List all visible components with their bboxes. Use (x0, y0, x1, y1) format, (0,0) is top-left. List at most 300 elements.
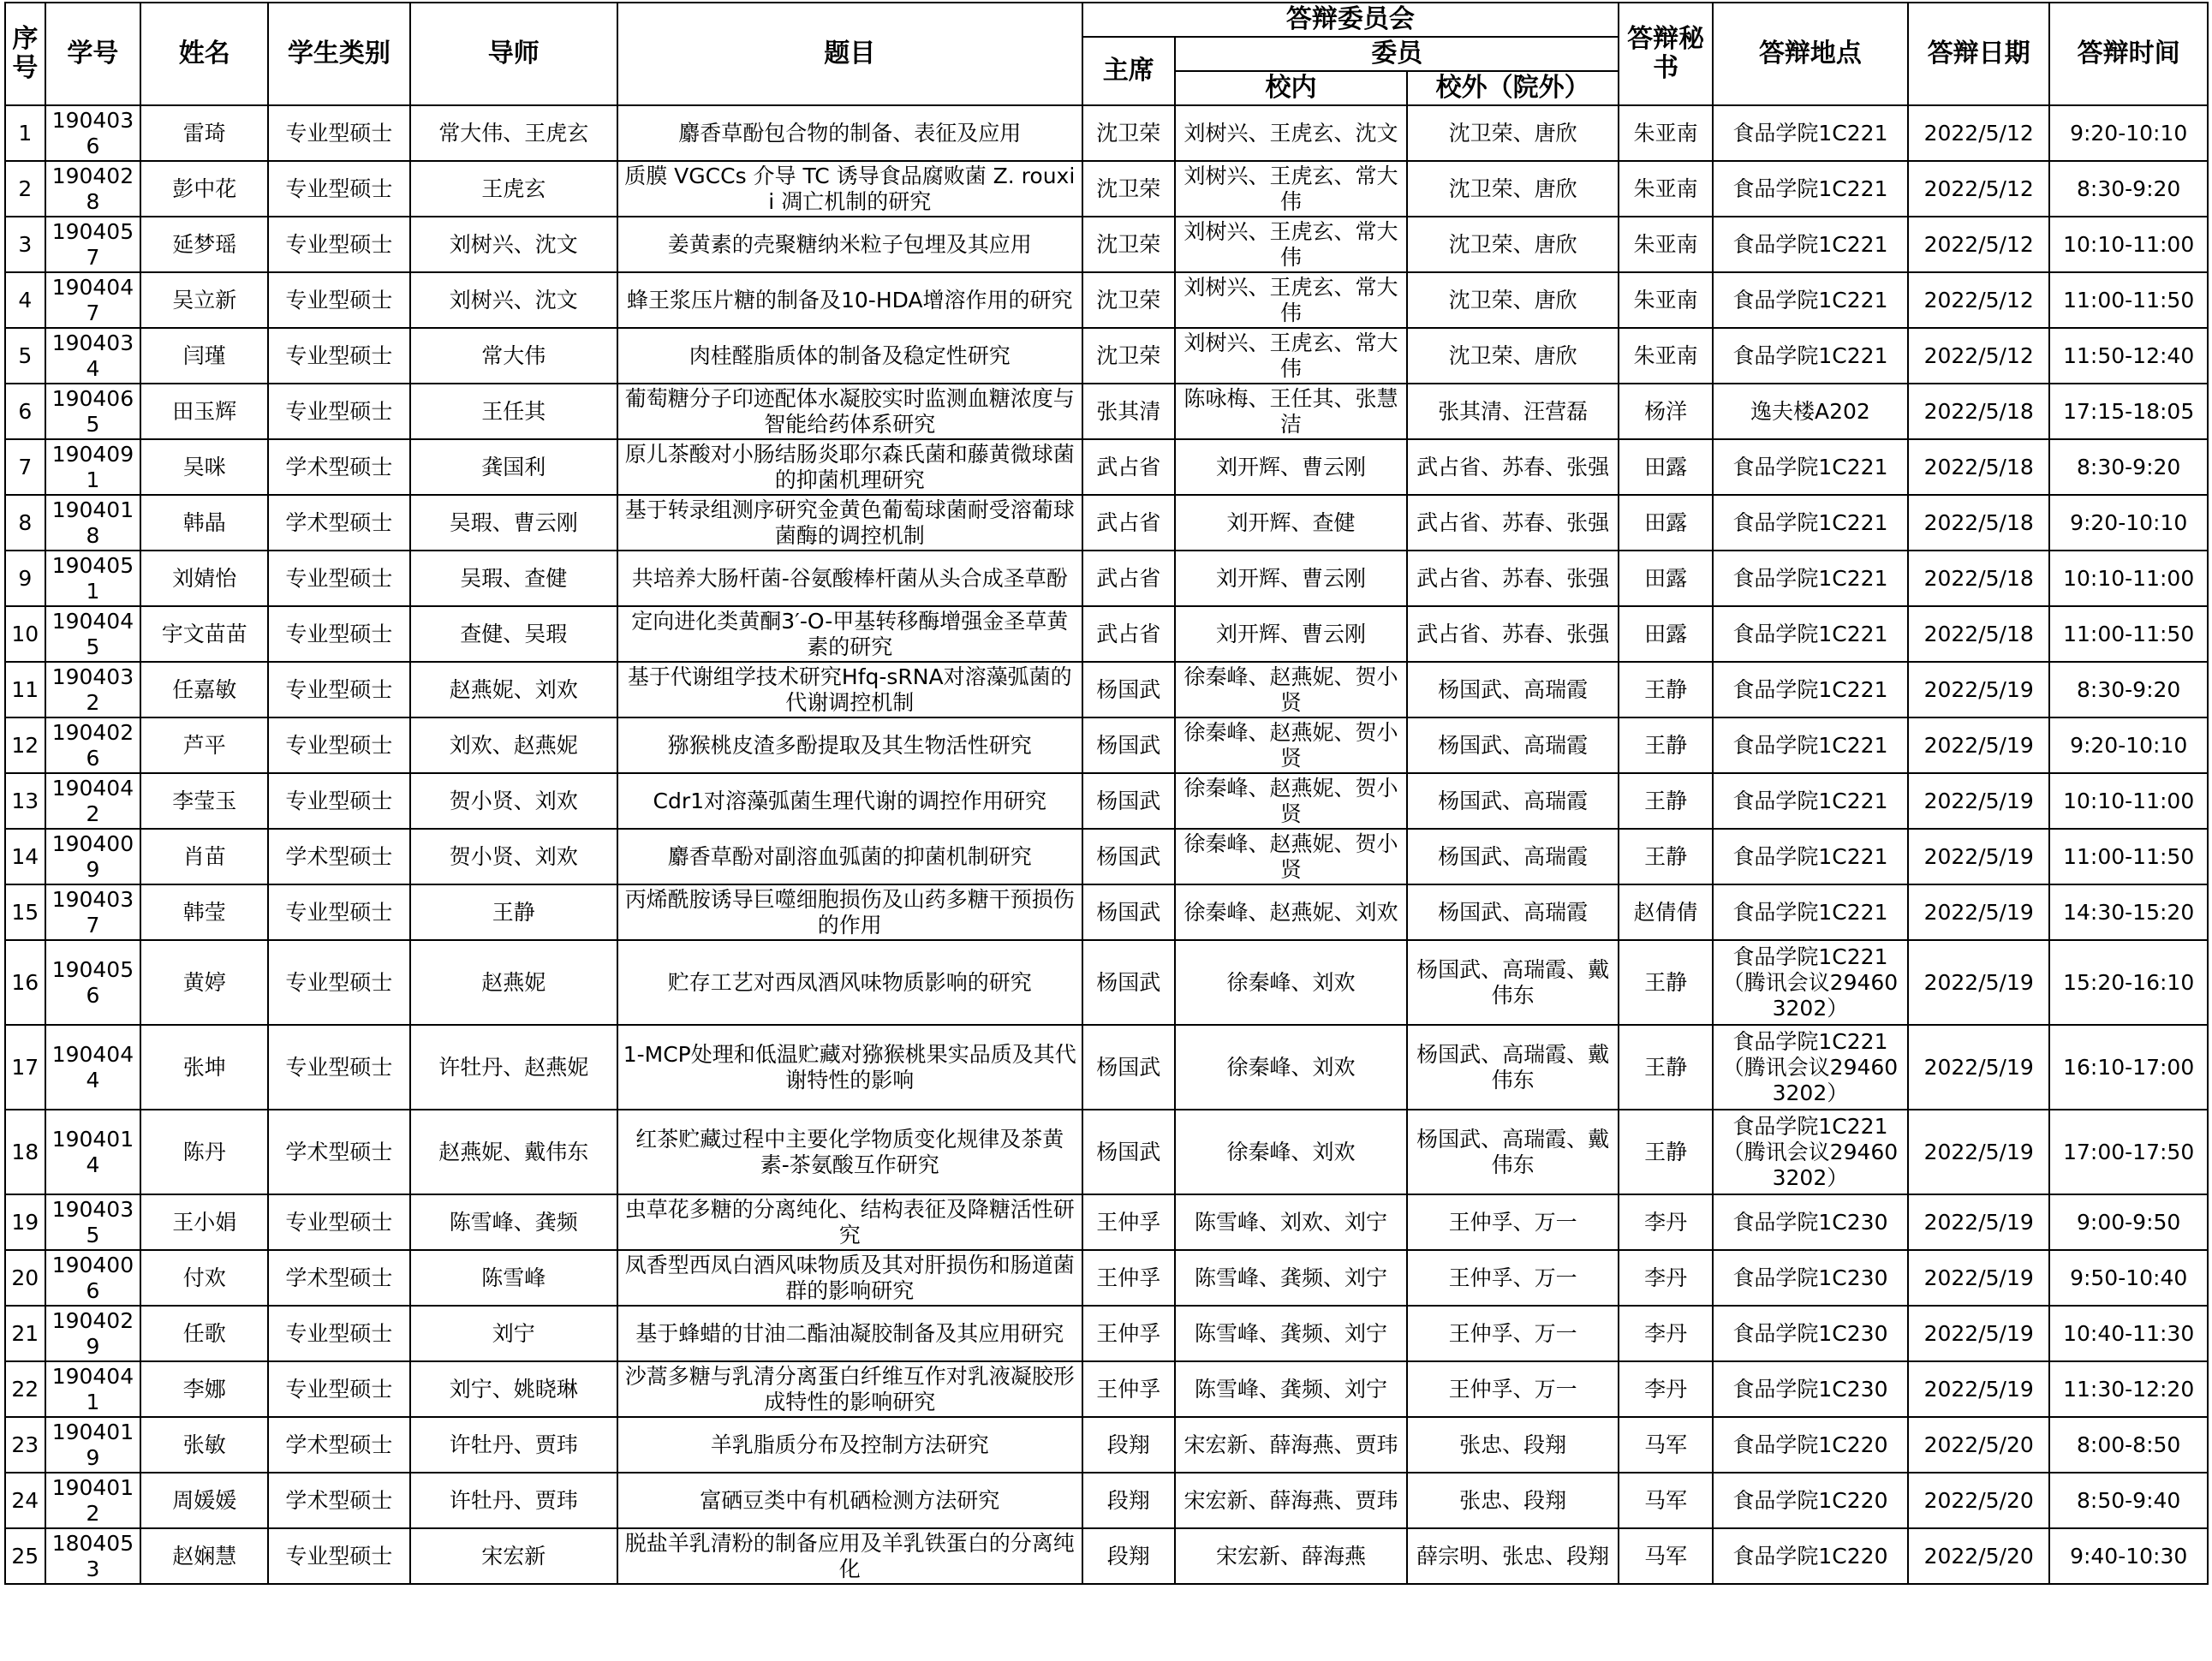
table-row (5, 1025, 2208, 1110)
cell-name: 张敏 (140, 1417, 268, 1473)
cell-topic: 红茶贮藏过程中主要化学物质变化规律及茶黄素-茶氨酸互作研究 (617, 1110, 1082, 1194)
cell-supervisor: 许牡丹、赵燕妮 (410, 1025, 617, 1110)
cell-topic: 1-MCP处理和低温贮藏对猕猴桃果实品质及其代谢特性的影响 (617, 1025, 1082, 1110)
cell-seq: 4 (5, 272, 45, 328)
cell-external: 杨国武、高瑞霞、戴伟东 (1407, 1110, 1619, 1194)
cell-chair: 武占省 (1082, 439, 1176, 495)
cell-topic: 麝香草酚包合物的制备、表征及应用 (617, 105, 1082, 161)
cell-student-type: 专业型硕士 (268, 105, 409, 161)
cell-name: 肖苗 (140, 829, 268, 884)
cell-student-id: 1904056 (45, 940, 141, 1025)
cell-internal: 徐秦峰、赵燕妮、贺小贤 (1175, 773, 1407, 829)
cell-internal: 刘树兴、王虎玄、沈文 (1175, 105, 1407, 161)
cell-chair: 张其清 (1082, 384, 1176, 439)
cell-supervisor: 王任其 (410, 384, 617, 439)
cell-name: 王小娟 (140, 1194, 268, 1250)
cell-student-id: 1904029 (45, 1306, 141, 1361)
table-row (5, 105, 2208, 161)
cell-date: 2022/5/12 (1908, 105, 2049, 161)
cell-student-type: 专业型硕士 (268, 773, 409, 829)
cell-external: 杨国武、高瑞霞、戴伟东 (1407, 940, 1619, 1025)
cell-secretary: 王静 (1619, 1110, 1713, 1194)
cell-topic: 质膜 VGCCs 介导 TC 诱导食品腐败菌 Z. rouxii 凋亡机制的研究 (617, 161, 1082, 217)
cell-chair: 杨国武 (1082, 1110, 1176, 1194)
cell-time: 11:00-11:50 (2049, 606, 2208, 662)
cell-location: 食品学院1C220 (1713, 1528, 1908, 1584)
cell-internal: 徐秦峰、赵燕妮、刘欢 (1175, 884, 1407, 940)
cell-name: 李娜 (140, 1361, 268, 1417)
cell-date: 2022/5/18 (1908, 551, 2049, 606)
cell-chair: 武占省 (1082, 495, 1176, 551)
cell-external: 王仲孚、万一 (1407, 1361, 1619, 1417)
cell-supervisor: 查健、吴瑕 (410, 606, 617, 662)
cell-location: 逸夫楼A202 (1713, 384, 1908, 439)
cell-time: 8:30-9:20 (2049, 161, 2208, 217)
cell-student-id: 1904018 (45, 495, 141, 551)
cell-name: 陈丹 (140, 1110, 268, 1194)
header-student-id: 学号 (45, 3, 141, 105)
cell-student-id: 1904035 (45, 1194, 141, 1250)
cell-secretary: 田露 (1619, 551, 1713, 606)
cell-topic: 羊乳脂质分布及控制方法研究 (617, 1417, 1082, 1473)
cell-time: 8:00-8:50 (2049, 1417, 2208, 1473)
cell-internal: 宋宏新、薛海燕、贾玮 (1175, 1417, 1407, 1473)
cell-student-type: 专业型硕士 (268, 272, 409, 328)
cell-date: 2022/5/12 (1908, 272, 2049, 328)
cell-seq: 3 (5, 217, 45, 272)
cell-external: 沈卫荣、唐欣 (1407, 272, 1619, 328)
cell-location: 食品学院1C221 (1713, 662, 1908, 717)
cell-student-type: 专业型硕士 (268, 217, 409, 272)
cell-topic: 肉桂醛脂质体的制备及稳定性研究 (617, 328, 1082, 384)
cell-student-id: 1904034 (45, 328, 141, 384)
cell-student-id: 1904042 (45, 773, 141, 829)
cell-student-type: 学术型硕士 (268, 439, 409, 495)
cell-time: 11:30-12:20 (2049, 1361, 2208, 1417)
cell-secretary: 赵倩倩 (1619, 884, 1713, 940)
cell-chair: 武占省 (1082, 606, 1176, 662)
header-internal: 校内 (1175, 71, 1407, 105)
table-row (5, 439, 2208, 495)
cell-supervisor: 刘树兴、沈文 (410, 272, 617, 328)
cell-date: 2022/5/18 (1908, 495, 2049, 551)
cell-location: 食品学院1C221 (1713, 272, 1908, 328)
cell-date: 2022/5/18 (1908, 439, 2049, 495)
cell-supervisor: 赵燕妮、戴伟东 (410, 1110, 617, 1194)
cell-location: 食品学院1C230 (1713, 1361, 1908, 1417)
cell-topic: 脱盐羊乳清粉的制备应用及羊乳铁蛋白的分离纯化 (617, 1528, 1082, 1584)
cell-external: 杨国武、高瑞霞 (1407, 884, 1619, 940)
cell-student-id: 1904006 (45, 1250, 141, 1306)
cell-date: 2022/5/12 (1908, 328, 2049, 384)
cell-internal: 刘开辉、查健 (1175, 495, 1407, 551)
cell-topic: 虫草花多糖的分离纯化、结构表征及降糖活性研究 (617, 1194, 1082, 1250)
cell-internal: 陈雪峰、龚频、刘宁 (1175, 1306, 1407, 1361)
cell-seq: 10 (5, 606, 45, 662)
cell-chair: 杨国武 (1082, 940, 1176, 1025)
cell-internal: 陈咏梅、王任其、张慧洁 (1175, 384, 1407, 439)
cell-name: 李莹玉 (140, 773, 268, 829)
cell-name: 闫瑾 (140, 328, 268, 384)
cell-external: 张忠、段翔 (1407, 1473, 1619, 1528)
cell-date: 2022/5/19 (1908, 717, 2049, 773)
cell-seq: 9 (5, 551, 45, 606)
cell-seq: 5 (5, 328, 45, 384)
cell-date: 2022/5/19 (1908, 662, 2049, 717)
cell-student-id: 1904028 (45, 161, 141, 217)
cell-supervisor: 许牡丹、贾玮 (410, 1473, 617, 1528)
cell-secretary: 朱亚南 (1619, 272, 1713, 328)
cell-student-id: 1904036 (45, 105, 141, 161)
cell-student-type: 专业型硕士 (268, 1306, 409, 1361)
cell-student-type: 学术型硕士 (268, 495, 409, 551)
cell-chair: 杨国武 (1082, 773, 1176, 829)
cell-topic: 贮存工艺对西凤酒风味物质影响的研究 (617, 940, 1082, 1025)
cell-topic: Cdr1对溶藻弧菌生理代谢的调控作用研究 (617, 773, 1082, 829)
cell-time: 11:00-11:50 (2049, 272, 2208, 328)
cell-date: 2022/5/12 (1908, 217, 2049, 272)
cell-location: 食品学院1C221（腾讯会议294603202） (1713, 940, 1908, 1025)
cell-external: 沈卫荣、唐欣 (1407, 328, 1619, 384)
cell-supervisor: 许牡丹、贾玮 (410, 1417, 617, 1473)
cell-location: 食品学院1C220 (1713, 1417, 1908, 1473)
table-row (5, 1250, 2208, 1306)
cell-internal: 刘开辉、曹云刚 (1175, 551, 1407, 606)
cell-student-id: 1904014 (45, 1110, 141, 1194)
cell-student-id: 1904044 (45, 1025, 141, 1110)
table-row (5, 217, 2208, 272)
cell-date: 2022/5/18 (1908, 384, 2049, 439)
cell-secretary: 李丹 (1619, 1194, 1713, 1250)
cell-secretary: 朱亚南 (1619, 161, 1713, 217)
cell-student-type: 专业型硕士 (268, 662, 409, 717)
cell-supervisor: 赵燕妮 (410, 940, 617, 1025)
cell-seq: 25 (5, 1528, 45, 1584)
cell-time: 14:30-15:20 (2049, 884, 2208, 940)
cell-location: 食品学院1C220 (1713, 1473, 1908, 1528)
cell-time: 10:10-11:00 (2049, 773, 2208, 829)
cell-seq: 14 (5, 829, 45, 884)
cell-student-id: 1904026 (45, 717, 141, 773)
cell-date: 2022/5/20 (1908, 1417, 2049, 1473)
cell-seq: 17 (5, 1025, 45, 1110)
cell-time: 9:40-10:30 (2049, 1528, 2208, 1584)
cell-name: 田玉辉 (140, 384, 268, 439)
cell-name: 任歌 (140, 1306, 268, 1361)
cell-supervisor: 刘欢、赵燕妮 (410, 717, 617, 773)
cell-internal: 徐秦峰、赵燕妮、贺小贤 (1175, 662, 1407, 717)
cell-topic: 基于蜂蜡的甘油二酯油凝胶制备及其应用研究 (617, 1306, 1082, 1361)
cell-time: 16:10-17:00 (2049, 1025, 2208, 1110)
table-row (5, 1417, 2208, 1473)
cell-internal: 刘树兴、王虎玄、常大伟 (1175, 328, 1407, 384)
cell-secretary: 田露 (1619, 495, 1713, 551)
cell-secretary: 王静 (1619, 1025, 1713, 1110)
cell-student-type: 专业型硕士 (268, 884, 409, 940)
cell-time: 9:20-10:10 (2049, 495, 2208, 551)
cell-external: 王仲孚、万一 (1407, 1250, 1619, 1306)
cell-time: 10:10-11:00 (2049, 217, 2208, 272)
cell-student-id: 1904019 (45, 1417, 141, 1473)
cell-location: 食品学院1C221 (1713, 105, 1908, 161)
header-supervisor: 导师 (410, 3, 617, 105)
cell-internal: 刘开辉、曹云刚 (1175, 439, 1407, 495)
cell-internal: 刘树兴、王虎玄、常大伟 (1175, 217, 1407, 272)
cell-time: 17:00-17:50 (2049, 1110, 2208, 1194)
cell-chair: 段翔 (1082, 1417, 1176, 1473)
cell-external: 杨国武、高瑞霞、戴伟东 (1407, 1025, 1619, 1110)
cell-topic: 富硒豆类中有机硒检测方法研究 (617, 1473, 1082, 1528)
cell-secretary: 朱亚南 (1619, 328, 1713, 384)
cell-student-id: 1904091 (45, 439, 141, 495)
cell-external: 杨国武、高瑞霞 (1407, 773, 1619, 829)
cell-topic: 姜黄素的壳聚糖纳米粒子包埋及其应用 (617, 217, 1082, 272)
cell-external: 杨国武、高瑞霞 (1407, 662, 1619, 717)
cell-supervisor: 贺小贤、刘欢 (410, 829, 617, 884)
cell-secretary: 王静 (1619, 662, 1713, 717)
cell-student-id: 1904047 (45, 272, 141, 328)
table-row (5, 1110, 2208, 1194)
header-seq: 序号 (5, 3, 45, 105)
cell-supervisor: 陈雪峰 (410, 1250, 617, 1306)
cell-seq: 1 (5, 105, 45, 161)
cell-student-id: 1804053 (45, 1528, 141, 1584)
cell-chair: 沈卫荣 (1082, 217, 1176, 272)
cell-date: 2022/5/19 (1908, 1306, 2049, 1361)
cell-external: 张其清、汪营磊 (1407, 384, 1619, 439)
cell-secretary: 朱亚南 (1619, 105, 1713, 161)
cell-name: 黄婷 (140, 940, 268, 1025)
cell-secretary: 王静 (1619, 829, 1713, 884)
cell-external: 王仲孚、万一 (1407, 1194, 1619, 1250)
cell-chair: 沈卫荣 (1082, 328, 1176, 384)
cell-name: 赵娴慧 (140, 1528, 268, 1584)
table-row (5, 773, 2208, 829)
cell-secretary: 马军 (1619, 1528, 1713, 1584)
table-row (5, 717, 2208, 773)
cell-topic: 沙蒿多糖与乳清分离蛋白纤维互作对乳液凝胶形成特性的影响研究 (617, 1361, 1082, 1417)
cell-external: 武占省、苏春、张强 (1407, 606, 1619, 662)
cell-student-type: 学术型硕士 (268, 1417, 409, 1473)
cell-topic: 原儿茶酸对小肠结肠炎耶尔森氏菌和藤黄微球菌的抑菌机理研究 (617, 439, 1082, 495)
cell-seq: 21 (5, 1306, 45, 1361)
cell-location: 食品学院1C230 (1713, 1194, 1908, 1250)
table-row (5, 1528, 2208, 1584)
table-row (5, 551, 2208, 606)
cell-name: 付欢 (140, 1250, 268, 1306)
cell-date: 2022/5/19 (1908, 1110, 2049, 1194)
cell-seq: 11 (5, 662, 45, 717)
cell-secretary: 王静 (1619, 773, 1713, 829)
cell-student-id: 1904032 (45, 662, 141, 717)
cell-topic: 丙烯酰胺诱导巨噬细胞损伤及山药多糖干预损伤的作用 (617, 884, 1082, 940)
cell-chair: 杨国武 (1082, 1025, 1176, 1110)
cell-external: 武占省、苏春、张强 (1407, 551, 1619, 606)
cell-location: 食品学院1C230 (1713, 1250, 1908, 1306)
cell-name: 吴咪 (140, 439, 268, 495)
cell-student-id: 1904012 (45, 1473, 141, 1528)
cell-student-id: 1904045 (45, 606, 141, 662)
cell-topic: 基于转录组测序研究金黄色葡萄球菌耐受溶葡球菌酶的调控机制 (617, 495, 1082, 551)
cell-seq: 16 (5, 940, 45, 1025)
table-row (5, 495, 2208, 551)
cell-seq: 24 (5, 1473, 45, 1528)
cell-student-type: 专业型硕士 (268, 328, 409, 384)
cell-internal: 刘树兴、王虎玄、常大伟 (1175, 161, 1407, 217)
cell-date: 2022/5/19 (1908, 1361, 2049, 1417)
cell-time: 8:30-9:20 (2049, 662, 2208, 717)
cell-supervisor: 常大伟 (410, 328, 617, 384)
cell-location: 食品学院1C230 (1713, 1306, 1908, 1361)
cell-time: 10:40-11:30 (2049, 1306, 2208, 1361)
cell-location: 食品学院1C221 (1713, 884, 1908, 940)
cell-secretary: 杨洋 (1619, 384, 1713, 439)
cell-seq: 18 (5, 1110, 45, 1194)
cell-seq: 22 (5, 1361, 45, 1417)
cell-internal: 刘开辉、曹云刚 (1175, 606, 1407, 662)
cell-student-type: 专业型硕士 (268, 1361, 409, 1417)
table-row (5, 328, 2208, 384)
cell-supervisor: 赵燕妮、刘欢 (410, 662, 617, 717)
cell-supervisor: 宋宏新 (410, 1528, 617, 1584)
header-external: 校外（院外） (1407, 71, 1619, 105)
cell-student-id: 1904065 (45, 384, 141, 439)
table-row (5, 606, 2208, 662)
cell-internal: 徐秦峰、刘欢 (1175, 940, 1407, 1025)
cell-chair: 段翔 (1082, 1473, 1176, 1528)
cell-chair: 杨国武 (1082, 717, 1176, 773)
defense-schedule-table (4, 2, 2209, 1585)
cell-student-type: 学术型硕士 (268, 1110, 409, 1194)
cell-date: 2022/5/19 (1908, 1194, 2049, 1250)
cell-location: 食品学院1C221 (1713, 606, 1908, 662)
cell-external: 杨国武、高瑞霞 (1407, 829, 1619, 884)
cell-chair: 王仲孚 (1082, 1250, 1176, 1306)
cell-student-type: 专业型硕士 (268, 161, 409, 217)
cell-internal: 陈雪峰、龚频、刘宁 (1175, 1361, 1407, 1417)
table-row (5, 384, 2208, 439)
table-row (5, 1473, 2208, 1528)
header-secretary: 答辩秘书 (1619, 3, 1713, 105)
cell-external: 张忠、段翔 (1407, 1417, 1619, 1473)
cell-supervisor: 王静 (410, 884, 617, 940)
cell-chair: 段翔 (1082, 1528, 1176, 1584)
table-row (5, 1194, 2208, 1250)
cell-location: 食品学院1C221 (1713, 217, 1908, 272)
cell-external: 沈卫荣、唐欣 (1407, 161, 1619, 217)
cell-date: 2022/5/19 (1908, 773, 2049, 829)
cell-external: 武占省、苏春、张强 (1407, 439, 1619, 495)
cell-time: 15:20-16:10 (2049, 940, 2208, 1025)
cell-time: 9:20-10:10 (2049, 105, 2208, 161)
cell-student-type: 专业型硕士 (268, 1194, 409, 1250)
cell-supervisor: 陈雪峰、龚频 (410, 1194, 617, 1250)
cell-name: 周媛媛 (140, 1473, 268, 1528)
cell-time: 8:30-9:20 (2049, 439, 2208, 495)
cell-student-type: 专业型硕士 (268, 606, 409, 662)
cell-chair: 沈卫荣 (1082, 105, 1176, 161)
cell-student-type: 专业型硕士 (268, 940, 409, 1025)
cell-supervisor: 贺小贤、刘欢 (410, 773, 617, 829)
cell-topic: 定向进化类黄酮3′-O-甲基转移酶增强金圣草黄素的研究 (617, 606, 1082, 662)
cell-student-type: 学术型硕士 (268, 829, 409, 884)
cell-date: 2022/5/19 (1908, 940, 2049, 1025)
cell-topic: 蜂王浆压片糖的制备及10-HDA增溶作用的研究 (617, 272, 1082, 328)
cell-external: 武占省、苏春、张强 (1407, 495, 1619, 551)
cell-secretary: 王静 (1619, 940, 1713, 1025)
cell-seq: 12 (5, 717, 45, 773)
cell-location: 食品学院1C221 (1713, 829, 1908, 884)
cell-student-type: 学术型硕士 (268, 1250, 409, 1306)
cell-external: 薛宗明、张忠、段翔 (1407, 1528, 1619, 1584)
cell-internal: 陈雪峰、刘欢、刘宁 (1175, 1194, 1407, 1250)
cell-location: 食品学院1C221 (1713, 551, 1908, 606)
cell-time: 11:00-11:50 (2049, 829, 2208, 884)
cell-seq: 23 (5, 1417, 45, 1473)
cell-name: 彭中花 (140, 161, 268, 217)
cell-topic: 麝香草酚对副溶血弧菌的抑菌机制研究 (617, 829, 1082, 884)
cell-name: 韩莹 (140, 884, 268, 940)
cell-seq: 13 (5, 773, 45, 829)
cell-seq: 19 (5, 1194, 45, 1250)
cell-name: 芦平 (140, 717, 268, 773)
cell-time: 10:10-11:00 (2049, 551, 2208, 606)
cell-secretary: 马军 (1619, 1417, 1713, 1473)
cell-topic: 葡萄糖分子印迹配体水凝胶实时监测血糖浓度与智能给药体系研究 (617, 384, 1082, 439)
cell-topic: 基于代谢组学技术研究Hfq-sRNA对溶藻弧菌的代谢调控机制 (617, 662, 1082, 717)
cell-student-type: 专业型硕士 (268, 717, 409, 773)
header-topic: 题目 (617, 3, 1082, 105)
cell-topic: 凤香型西凤白酒风味物质及其对肝损伤和肠道菌群的影响研究 (617, 1250, 1082, 1306)
cell-supervisor: 龚国利 (410, 439, 617, 495)
cell-seq: 6 (5, 384, 45, 439)
cell-time: 11:50-12:40 (2049, 328, 2208, 384)
cell-name: 吴立新 (140, 272, 268, 328)
cell-student-id: 1904051 (45, 551, 141, 606)
cell-date: 2022/5/19 (1908, 1250, 2049, 1306)
cell-location: 食品学院1C221（腾讯会议294603202） (1713, 1110, 1908, 1194)
cell-student-id: 1904037 (45, 884, 141, 940)
cell-seq: 15 (5, 884, 45, 940)
cell-internal: 徐秦峰、刘欢 (1175, 1110, 1407, 1194)
table-row (5, 161, 2208, 217)
header-members: 委员 (1175, 37, 1619, 71)
cell-supervisor: 王虎玄 (410, 161, 617, 217)
cell-student-id: 1904041 (45, 1361, 141, 1417)
cell-secretary: 王静 (1619, 717, 1713, 773)
cell-time: 9:50-10:40 (2049, 1250, 2208, 1306)
cell-time: 9:20-10:10 (2049, 717, 2208, 773)
cell-secretary: 李丹 (1619, 1306, 1713, 1361)
cell-external: 沈卫荣、唐欣 (1407, 105, 1619, 161)
cell-student-type: 专业型硕士 (268, 551, 409, 606)
cell-date: 2022/5/19 (1908, 884, 2049, 940)
cell-chair: 杨国武 (1082, 829, 1176, 884)
cell-location: 食品学院1C221 (1713, 773, 1908, 829)
table-row (5, 662, 2208, 717)
cell-name: 延梦瑶 (140, 217, 268, 272)
table-row (5, 829, 2208, 884)
cell-secretary: 李丹 (1619, 1361, 1713, 1417)
header-date: 答辩日期 (1908, 3, 2049, 105)
cell-name: 张坤 (140, 1025, 268, 1110)
cell-internal: 陈雪峰、龚频、刘宁 (1175, 1250, 1407, 1306)
cell-student-id: 1904057 (45, 217, 141, 272)
cell-external: 沈卫荣、唐欣 (1407, 217, 1619, 272)
cell-chair: 王仲孚 (1082, 1306, 1176, 1361)
header-time: 答辩时间 (2049, 3, 2208, 105)
cell-chair: 王仲孚 (1082, 1194, 1176, 1250)
